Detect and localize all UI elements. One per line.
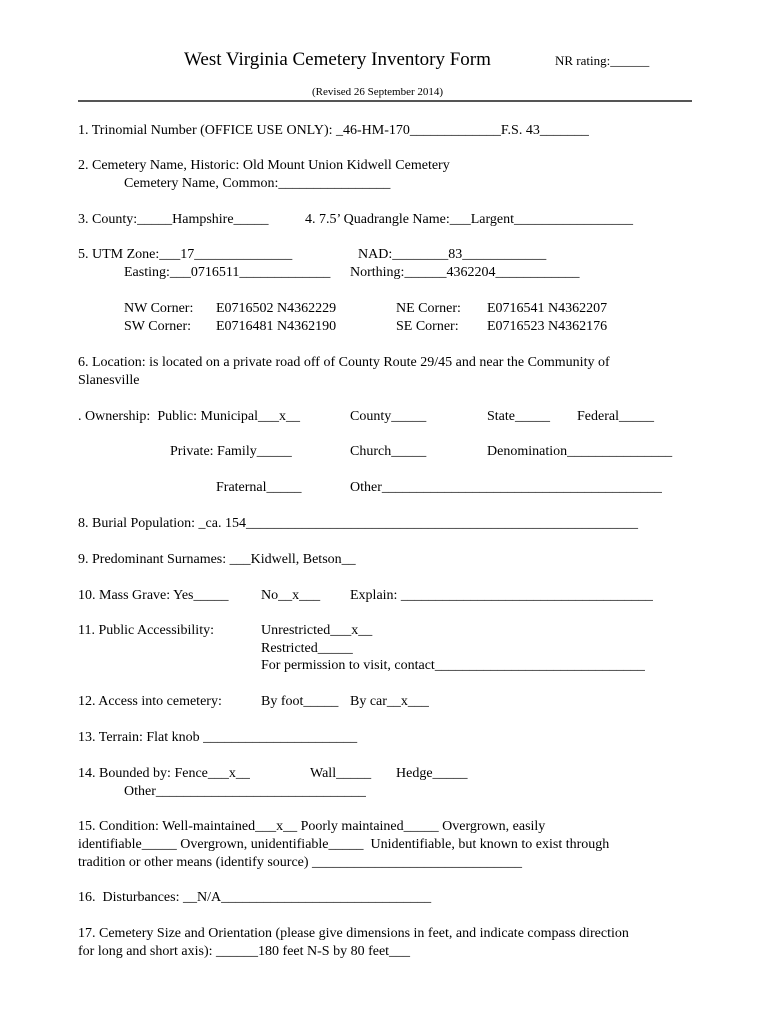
trinomial-field: 1. Trinomial Number (OFFICE USE ONLY): _46-HM-170_____________F.S. 43_______ [78, 123, 589, 138]
utm-zone-field: 5. UTM Zone:___17______________ [78, 247, 293, 262]
ownership-other: Other________________________________________ [350, 480, 662, 495]
ownership-private: Private: Family_____ [170, 444, 292, 459]
location-line-2: Slanesville [78, 373, 140, 388]
county-field: 3. County:_____Hampshire_____ [78, 212, 269, 227]
access-by-foot: By foot_____ [261, 694, 339, 709]
sw-corner-value: E0716481 N4362190 [216, 319, 337, 334]
nad-field: NAD:________83____________ [358, 247, 547, 262]
bounded-by-other: Other______________________________ [124, 784, 366, 799]
mass-grave-no: No__x___ [261, 588, 321, 603]
disturbances-field: 16. Disturbances: __N/A______________________________ [78, 890, 432, 905]
ownership-federal: Federal_____ [577, 409, 654, 424]
mass-grave-yes: 10. Mass Grave: Yes_____ [78, 588, 229, 603]
northing-field: Northing:______4362204____________ [350, 265, 580, 280]
location-line-1: 6. Location: is located on a private road off of County Route 29/45 and near the Community of [78, 355, 610, 370]
cemetery-name-common: Cemetery Name, Common:________________ [124, 176, 391, 191]
se-corner-label: SE Corner: [396, 319, 459, 334]
condition-line-1: 15. Condition: Well-maintained___x__ Poorly maintained_____ Overgrown, easily [78, 819, 546, 834]
nw-corner-label: NW Corner: [124, 301, 194, 316]
condition-line-2: identifiable_____ Overgrown, unidentifiable_____ Unidentifiable, but known to exist through [78, 837, 610, 852]
form-title: West Virginia Cemetery Inventory Form [184, 49, 491, 70]
sw-corner-label: SW Corner: [124, 319, 192, 334]
predominant-surnames: 9. Predominant Surnames: ___Kidwell, Betson__ [78, 552, 356, 567]
bounded-by-fence: 14. Bounded by: Fence___x__ [78, 766, 250, 781]
mass-grave-explain: Explain: ____________________________________ [350, 588, 653, 603]
easting-field: Easting:___0716511_____________ [124, 265, 331, 280]
ownership-fraternal: Fraternal_____ [216, 480, 302, 495]
ne-corner-label: NE Corner: [396, 301, 461, 316]
ne-corner-value: E0716541 N4362207 [487, 301, 608, 316]
revised-date: (Revised 26 September 2014) [312, 86, 444, 98]
access-by-car: By car__x___ [350, 694, 429, 709]
cemetery-name-historic: 2. Cemetery Name, Historic: Old Mount Union Kidwell Cemetery [78, 158, 450, 173]
bounded-by-hedge: Hedge_____ [396, 766, 468, 781]
ownership-state: State_____ [487, 409, 550, 424]
size-orientation-line-1: 17. Cemetery Size and Orientation (please give dimensions in feet, and indicate compass direction [78, 926, 629, 941]
ownership-denomination: Denomination_______________ [487, 444, 673, 459]
condition-line-3: tradition or other means (identify source) ______________________________ [78, 855, 523, 870]
size-orientation-line-2: for long and short axis): ______180 feet N-S by 80 feet___ [78, 944, 411, 959]
ownership-public: . Ownership: Public: Municipal___x__ [78, 409, 301, 424]
ownership-county: County_____ [350, 409, 427, 424]
burial-population: 8. Burial Population: _ca. 154________________________________________________________ [78, 516, 638, 531]
public-accessibility-label: 11. Public Accessibility: [78, 623, 214, 638]
se-corner-value: E0716523 N4362176 [487, 319, 608, 334]
quadrangle-field: 4. 7.5’ Quadrangle Name:___Largent_________________ [305, 212, 634, 227]
nw-corner-value: E0716502 N4362229 [216, 301, 337, 316]
access-restricted: Restricted_____ [261, 641, 353, 656]
access-unrestricted: Unrestricted___x__ [261, 623, 373, 638]
header-rule [78, 100, 692, 102]
access-into-cemetery-label: 12. Access into cemetery: [78, 694, 222, 709]
access-permission-contact: For permission to visit, contact______________________________ [261, 658, 645, 673]
nr-rating: NR rating:______ [555, 53, 650, 68]
bounded-by-wall: Wall_____ [310, 766, 372, 781]
terrain-field: 13. Terrain: Flat knob ______________________ [78, 730, 358, 745]
ownership-church: Church_____ [350, 444, 427, 459]
